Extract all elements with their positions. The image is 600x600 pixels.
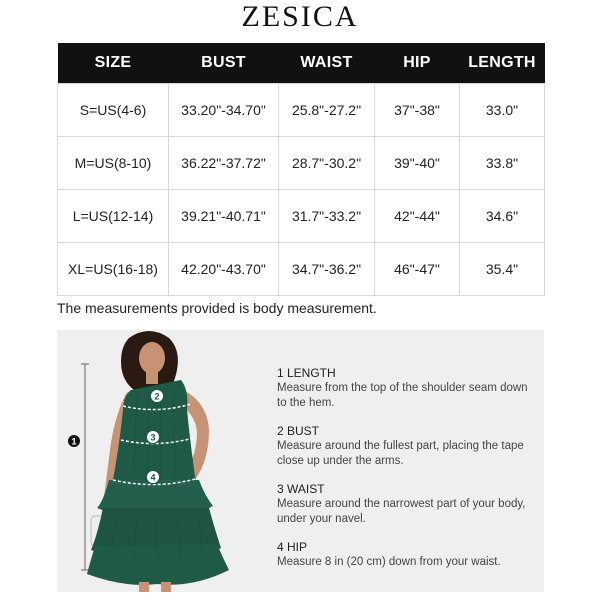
instruction-bust xyxy=(277,424,537,469)
measurement-note: The measurements provided is body measurement. xyxy=(57,300,377,316)
cell-length: 34.6" xyxy=(460,189,545,242)
model-illustration xyxy=(57,330,262,592)
measurement-guide-panel xyxy=(57,330,544,592)
dress-tier-3 xyxy=(87,544,229,585)
table-row xyxy=(58,242,545,295)
instruction-length xyxy=(277,366,537,411)
instruction-title: 2 BUST xyxy=(277,424,320,438)
svg-text:3: 3 xyxy=(150,432,156,443)
cell-size: L=US(12-14) xyxy=(58,189,169,242)
cell-waist: 31.7"-33.2" xyxy=(279,189,375,242)
model-figure-svg xyxy=(57,330,262,592)
cell-size: S=US(4-6) xyxy=(58,83,169,136)
instruction-text: Measure around the narrowest part of your body, under your navel. xyxy=(277,498,526,525)
header-hip: HIP xyxy=(375,43,460,83)
svg-text:2: 2 xyxy=(154,391,160,402)
instruction-waist xyxy=(277,482,537,527)
cell-bust: 33.20"-34.70" xyxy=(169,83,279,136)
cell-size: XL=US(16-18) xyxy=(58,242,169,295)
header-size: SIZE xyxy=(58,43,169,83)
instruction-title: 1 LENGTH xyxy=(277,366,336,380)
marker-label: 1 xyxy=(71,436,77,447)
instruction-text: Measure from the top of the shoulder seam down to the hem. xyxy=(277,382,528,409)
measurement-instructions xyxy=(277,366,537,583)
instruction-title: 3 WAIST xyxy=(277,482,325,496)
cell-length: 35.4" xyxy=(460,242,545,295)
cell-length: 33.0" xyxy=(460,83,545,136)
table-row xyxy=(58,83,545,136)
cell-hip: 37"-38" xyxy=(375,83,460,136)
cell-hip: 46"-47" xyxy=(375,242,460,295)
cell-waist: 25.8"-27.2" xyxy=(279,83,375,136)
table-row xyxy=(58,136,545,189)
size-chart-table xyxy=(57,43,545,296)
svg-text:4: 4 xyxy=(150,472,156,483)
cell-bust: 39.21"-40.71" xyxy=(169,189,279,242)
face-shape xyxy=(139,342,165,374)
cell-hip: 39"-40" xyxy=(375,136,460,189)
instruction-title: 4 HIP xyxy=(277,540,308,554)
cell-size: M=US(8-10) xyxy=(58,136,169,189)
header-bust: BUST xyxy=(169,43,279,83)
header-waist: WAIST xyxy=(279,43,375,83)
cell-waist: 34.7"-36.2" xyxy=(279,242,375,295)
instruction-text: Measure 8 in (20 cm) down from your waist. xyxy=(277,556,501,568)
cell-hip: 42"-44" xyxy=(375,189,460,242)
table-row xyxy=(58,189,545,242)
header-length: LENGTH xyxy=(460,43,545,83)
instruction-hip xyxy=(277,540,537,570)
table-header-row xyxy=(58,43,545,83)
cell-bust: 42.20"-43.70" xyxy=(169,242,279,295)
cell-length: 33.8" xyxy=(460,136,545,189)
instruction-text: Measure around the fullest part, placing the tape close up under the arms. xyxy=(277,440,524,467)
cell-bust: 36.22"-37.72" xyxy=(169,136,279,189)
brand-logo: ZESICA xyxy=(241,0,359,33)
cell-waist: 28.7"-30.2" xyxy=(279,136,375,189)
